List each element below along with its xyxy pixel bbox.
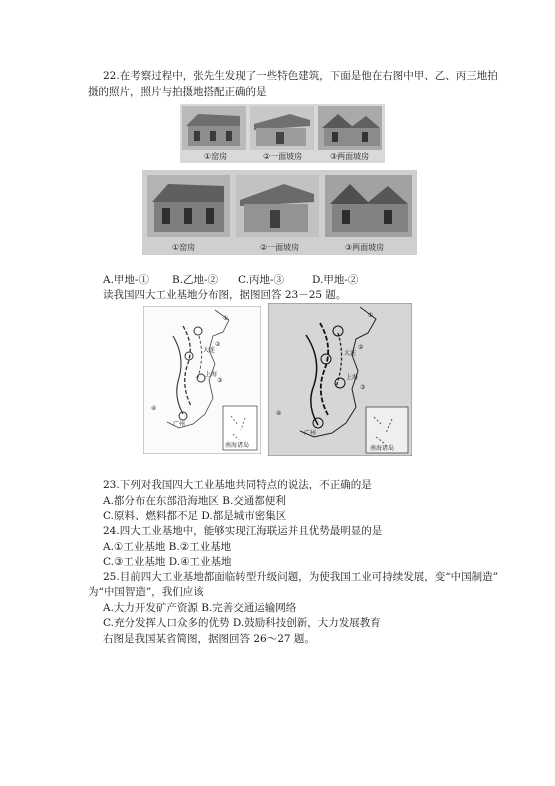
q23-options-line1: A.都分布在东部沿海地区 B.交通都便利 [103, 495, 286, 507]
right-map-label-guangzhou: 广州 [304, 430, 317, 437]
q23-options-line2: C.原料、燃料都不足 D.都是城市密集区 [103, 510, 287, 522]
intro-23-25: 读我国四大工业基地分布图，据图回答 23－25 题。 [103, 289, 347, 301]
left-map-label-4: ④ [151, 405, 157, 412]
left-map-label-3: ③ [217, 377, 223, 384]
q24-stem: 24.四大工业基地中，能够实现江海联运并且优势最明显的是 [103, 525, 383, 537]
left-map-label-dalian: 大连 [203, 347, 216, 354]
small-photo-caption-3: ③两面坡房 [330, 152, 370, 161]
small-photo-caption-1: ①窑房 [204, 152, 228, 161]
right-map-label-3: ③ [360, 384, 366, 391]
right-map-label-nanhai: 南海诸岛 [370, 445, 395, 452]
q22-stem-line2: 摄的照片，照片与拍摄地搭配正确的是 [88, 86, 267, 98]
industrial-base-map-right [268, 303, 412, 456]
left-map-label-1: ① [223, 315, 229, 322]
right-map-label-4: ④ [276, 410, 282, 417]
q22-option-d: D.甲地-② [312, 274, 359, 286]
q25-stem-line1: 25.目前四大工业基地都面临转型升级问题，为使我国工业可持续发展，变“中国制造” [103, 571, 498, 583]
right-map-label-dalian: 大连 [344, 350, 357, 357]
left-map-label-nanhai: 南海诸岛 [225, 442, 250, 449]
q24-options-line2: C.③工业基地 D.④工业基地 [103, 556, 232, 568]
left-map-label-guangzhou: 广州 [173, 421, 186, 428]
left-map-label-2: ② [215, 341, 221, 348]
large-photo-caption-2: ②一面坡房 [260, 243, 300, 252]
left-map-label-shanghai: 上海 [205, 371, 218, 378]
large-photo-caption-3: ③两面坡房 [345, 243, 385, 252]
q22-option-b: B.乙地-② [172, 274, 219, 286]
right-map-label-shanghai: 上海 [346, 374, 359, 381]
intro-26-27: 右图是我国某省简图，据图回答 26～27 题。 [103, 633, 315, 645]
q25-options-line1: A.大力开发矿产资源 B.完善交通运输网络 [103, 602, 297, 614]
q22-stem-line1: 22.在考察过程中，张先生发现了一些特色建筑，下面是他在右图中甲、乙、丙三地拍 [103, 70, 498, 82]
small-photo-caption-2: ②一面坡房 [263, 152, 303, 161]
q25-stem-line2: 为“中国智造”，我们应该 [88, 586, 204, 598]
q23-stem: 23.下列对我国四大工业基地共同特点的说法，不正确的是 [103, 479, 372, 491]
q22-option-a: A.甲地-① [103, 274, 149, 286]
q24-options-line1: A.①工业基地 B.②工业基地 [103, 541, 232, 553]
q25-options-line2: C.充分发挥人口众多的优势 D.鼓励科技创新，大力发展教育 [103, 617, 381, 629]
large-photo-caption-1: ①窑房 [172, 243, 196, 252]
right-map-label-1: ① [368, 312, 374, 319]
q22-option-c: C.丙地-③ [238, 274, 285, 286]
industrial-base-map-left [143, 306, 261, 454]
right-map-label-2: ② [358, 344, 364, 351]
